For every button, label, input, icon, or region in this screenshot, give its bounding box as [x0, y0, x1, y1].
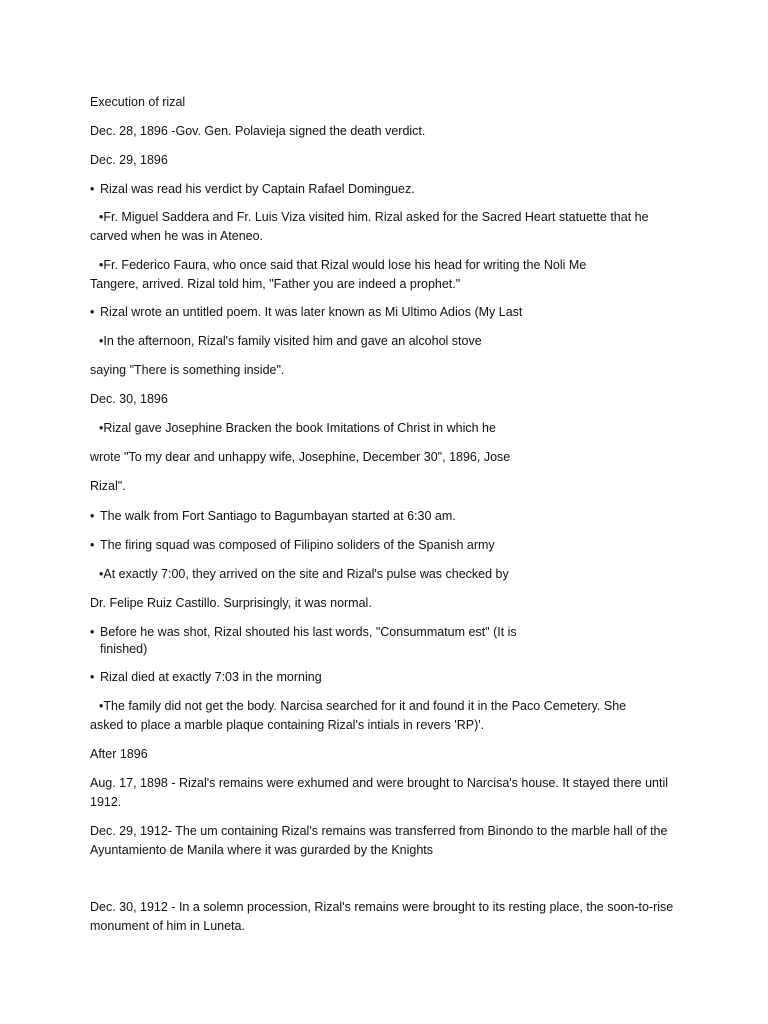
heading-dec30-1896: Dec. 30, 1896 [90, 392, 168, 406]
bullet-item [90, 507, 456, 525]
paragraph-line: •The family did not get the body. Narcisa searched for it and found it in the Paco Cemetery. She [99, 699, 627, 713]
bullet-item [90, 536, 495, 554]
paragraph-line: Dr. Felipe Ruiz Castillo. Surprisingly, it was normal. [90, 596, 372, 610]
paragraph-line: Tangere, arrived. Rizal told him, "Father you are indeed a prophet." [90, 277, 461, 291]
paragraph-line: Dec. 30, 1912 - In a solemn procession, Rizal's remains were brought to its resting place, the soon-to-rise [90, 900, 674, 914]
paragraph-line: Dec. 29, 1912- The um containing Rizal's remains was transferred from Binondo to the marble hall of the [90, 824, 668, 838]
paragraph-line: Rizal". [90, 479, 126, 493]
paragraph-line: 1912. [90, 795, 122, 809]
bullet-icon: • [90, 509, 95, 523]
paragraph-line: •In the afternoon, Rizal's family visited him and gave an alcohol stove [99, 334, 482, 348]
paragraph-line: •Fr. Federico Faura, who once said that Rizal would lose his head for writing the Noli Me [99, 258, 587, 272]
bullet-text: Rizal wrote an untitled poem. It was later known as Mi Ultimo Adios (My Last [100, 305, 523, 319]
bullet-item [90, 623, 517, 641]
bullet-item [90, 668, 322, 686]
paragraph-line: saying "There is something inside". [90, 363, 285, 377]
bullet-icon: • [90, 538, 95, 552]
paragraph-line: carved when he was in Ateneo. [90, 229, 264, 243]
bullet-text: The firing squad was composed of Filipino soliders of the Spanish army [100, 538, 495, 552]
paragraph-line: asked to place a marble plaque containing Rizal's intials in revers 'RP)'. [90, 718, 485, 732]
paragraph-line: monument of him in Luneta. [90, 919, 245, 933]
bullet-icon: • [90, 670, 95, 684]
heading-dec29-1896: Dec. 29, 1896 [90, 153, 168, 167]
paragraph-line: Aug. 17, 1898 - Rizal's remains were exhumed and were brought to Narcisa's house. It stayed there until [90, 776, 668, 790]
paragraph-line: wrote "To my dear and unhappy wife, Josephine, December 30", 1896, Jose [90, 450, 511, 464]
document-title: Execution of rizal [90, 95, 186, 109]
heading-after-1896: After 1896 [90, 747, 148, 761]
bullet-text: Rizal died at exactly 7:03 in the morning [100, 670, 322, 684]
bullet-continuation: finished) [100, 642, 148, 656]
paragraph-line: •Rizal gave Josephine Bracken the book Imitations of Christ in which he [99, 421, 496, 435]
bullet-item [90, 180, 415, 198]
bullet-icon: • [90, 625, 95, 639]
bullet-text: Rizal was read his verdict by Captain Rafael Dominguez. [100, 182, 415, 196]
bullet-icon: • [90, 182, 95, 196]
paragraph-line: •Fr. Miguel Saddera and Fr. Luis Viza visited him. Rizal asked for the Sacred Heart statuette that he [99, 210, 649, 224]
bullet-text: The walk from Fort Santiago to Bagumbayan started at 6:30 am. [100, 509, 456, 523]
bullet-text: Before he was shot, Rizal shouted his last words, "Consummatum est" (It is [100, 625, 517, 639]
paragraph-line: •At exactly 7:00, they arrived on the site and Rizal's pulse was checked by [99, 567, 509, 581]
paragraph-line: Ayuntamiento de Manila where it was gurarded by the Knights [90, 843, 434, 857]
bullet-item [90, 303, 522, 321]
paragraph-dec28-1896: Dec. 28, 1896 -Gov. Gen. Polavieja signed the death verdict. [90, 124, 426, 138]
bullet-icon: • [90, 305, 95, 319]
